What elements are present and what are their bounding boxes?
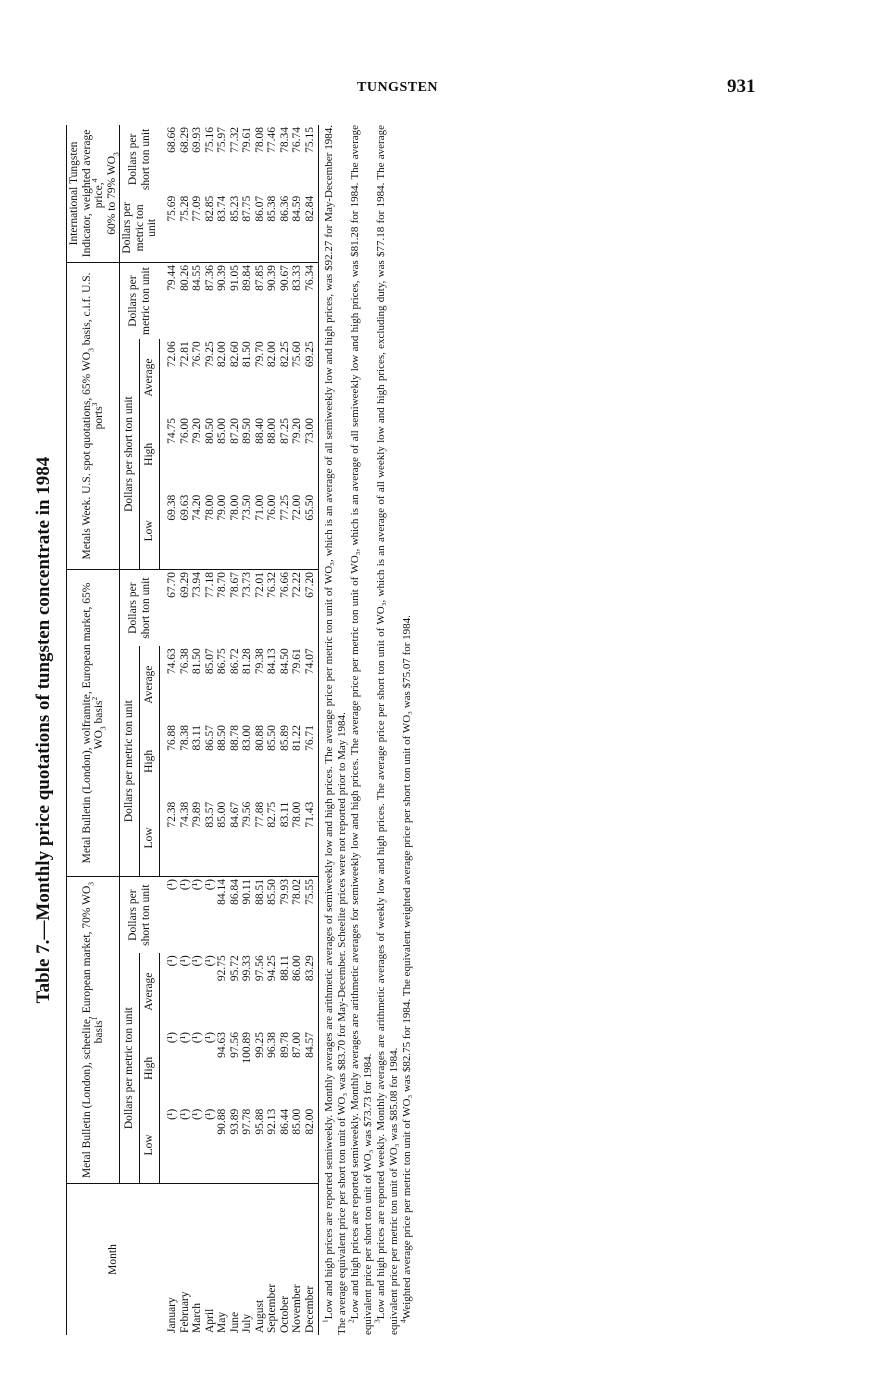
footnote-1: $^1$Low and high prices are reported semiweekly. Monthly averages are arithmetic averages of semiweekly low and high prices. The average price per metric ton unit of WO₃, which is an average of all semiweekly low and high prices, was $92.27 for May-December 1984. The average equivalent price per short ton unit of WO₃ was $83.70 for May-December. Scheelite prices were not reported prior to May 1984. <box>320 125 348 1335</box>
value-cell: 69.63 <box>179 493 192 570</box>
value-cell: 76.70 <box>191 341 203 368</box>
value-cell: 77.88 <box>254 800 267 877</box>
value-cell: 72.01 <box>253 571 266 598</box>
table-row <box>204 125 217 1335</box>
month-cell: April <box>203 1308 216 1333</box>
value-cell: (¹) <box>203 879 216 891</box>
value-cell: 84.13 <box>266 648 278 675</box>
value-cell: 84.57 <box>304 1030 319 1107</box>
value-cell: 85.00 <box>291 1107 304 1184</box>
value-cell: 95.88 <box>254 1107 267 1184</box>
value-cell: 77.32 <box>228 127 241 153</box>
value-cell: 72.06 <box>166 341 178 368</box>
value-cell: 89.84 <box>241 264 253 291</box>
value-cell: 69.25 <box>304 339 319 416</box>
subheader-dollars-short: Dollars per short ton unit <box>127 577 152 639</box>
subheader-dollars-short: Dollars per short ton unit <box>127 884 152 946</box>
value-cell: 85.00 <box>216 800 229 877</box>
value-cell: 74.20 <box>191 493 204 570</box>
value-cell: 75.16 <box>203 127 216 153</box>
value-cell: 86.72 <box>228 648 241 675</box>
table-row <box>304 125 319 1335</box>
value-cell: 79.61 <box>291 648 303 675</box>
group-header-scheelite: Metal Bulletin (London), scheelite, European market, 70% $WO_3$ basis$^1$ <box>67 877 120 1184</box>
value-cell: 85.00 <box>216 417 228 444</box>
month-cell: December <box>304 1184 319 1335</box>
value-cell: 78.00 <box>229 493 242 570</box>
value-cell: (¹) <box>179 1107 192 1184</box>
value-cell: 87.00 <box>291 1032 303 1058</box>
group-header-itia: International Tungsten Indicator, weighted average price,$^4$ 60% to 79% $WO_3$ <box>67 125 120 262</box>
value-cell: 88.00 <box>266 417 278 444</box>
footnote-3: $^3$Low and high prices are reported weekly. Monthly averages are arithmetic averages of weekly low and high prices. The average price per short ton unit of WO₃, which is an average of all weekly low and high prices, excluding duty, was $77.18 for 1984. The average equivalent price per metric ton unit of WO₃ was $85.08 for 1984. <box>372 125 400 1335</box>
value-cell: 89.78 <box>278 1032 291 1058</box>
table-body <box>160 125 319 1335</box>
value-cell: 78.00 <box>204 493 217 570</box>
value-cell: 85.23 <box>229 194 242 263</box>
value-cell: 90.39 <box>216 264 228 291</box>
month-cell: January <box>165 1297 178 1333</box>
value-cell: 69.93 <box>191 127 203 153</box>
value-cell: 89.50 <box>241 417 253 444</box>
value-cell: 93.89 <box>229 1107 242 1184</box>
value-cell: 95.72 <box>228 955 241 982</box>
value-cell: 83.11 <box>191 725 203 751</box>
rotated-table-region <box>30 125 860 1335</box>
value-cell: 87.36 <box>203 264 216 291</box>
value-cell: (¹) <box>203 1032 216 1044</box>
value-cell: (¹) <box>166 955 178 967</box>
month-cell: May <box>216 1311 228 1333</box>
value-cell: 76.34 <box>304 262 319 339</box>
value-cell: (¹) <box>165 879 178 891</box>
value-cell: 72.38 <box>160 800 179 877</box>
month-cell: June <box>228 1311 241 1333</box>
value-cell: 83.29 <box>304 953 319 1030</box>
value-cell: 82.00 <box>216 341 228 368</box>
value-cell: 78.38 <box>178 725 191 751</box>
value-cell: 75.15 <box>304 125 319 194</box>
value-cell: 76.74 <box>291 127 303 153</box>
value-cell: 76.00 <box>178 417 191 444</box>
value-cell: 68.29 <box>178 127 191 153</box>
value-cell: 85.38 <box>266 194 279 263</box>
value-cell: 82.25 <box>278 341 291 368</box>
value-cell: 97.78 <box>241 1107 254 1184</box>
value-cell: 71.00 <box>254 493 267 570</box>
value-cell: 83.00 <box>241 725 253 751</box>
value-cell: 74.63 <box>166 648 178 675</box>
value-cell: 76.38 <box>178 648 191 675</box>
month-cell: September <box>266 1283 278 1333</box>
value-cell: 85.50 <box>266 725 278 751</box>
value-cell: 77.25 <box>279 493 292 570</box>
value-cell: (¹) <box>178 1032 191 1044</box>
value-cell: 79.00 <box>216 493 229 570</box>
value-cell: 97.56 <box>253 955 266 982</box>
table-row <box>241 125 254 1335</box>
table-row <box>291 125 304 1335</box>
value-cell: 76.32 <box>266 571 278 598</box>
value-cell: 80.50 <box>203 417 216 444</box>
value-cell: 100.89 <box>241 1032 253 1064</box>
value-cell: 80.88 <box>253 725 266 751</box>
value-cell: 94.25 <box>266 955 278 982</box>
col-high: High <box>140 416 160 493</box>
value-cell: 86.07 <box>254 194 267 263</box>
value-cell: 81.28 <box>241 648 253 675</box>
value-cell: 78.02 <box>291 879 303 905</box>
col-high: High <box>140 723 160 800</box>
table-row <box>254 125 267 1335</box>
value-cell: 68.66 <box>165 127 178 153</box>
value-cell: 84.55 <box>191 264 203 291</box>
value-cell: 69.38 <box>160 493 179 570</box>
value-cell: 96.38 <box>266 1032 278 1058</box>
value-cell: 90.67 <box>278 264 291 291</box>
page-number: 931 <box>727 76 756 97</box>
value-cell: 85.07 <box>203 648 216 675</box>
value-cell: 74.75 <box>166 417 178 444</box>
month-cell: July <box>241 1313 253 1333</box>
value-cell: 67.20 <box>304 569 319 646</box>
col-average: Average <box>140 646 160 723</box>
value-cell: 94.63 <box>216 1032 228 1058</box>
value-cell: 86.84 <box>228 879 241 905</box>
value-cell: 86.44 <box>279 1107 292 1184</box>
table-row <box>216 125 229 1335</box>
col-low: Low <box>140 1107 160 1184</box>
value-cell: 77.46 <box>266 127 278 153</box>
value-cell: 84.67 <box>229 800 242 877</box>
value-cell: (¹) <box>166 1032 178 1044</box>
value-cell: 72.22 <box>291 571 303 598</box>
value-cell: (¹) <box>178 955 191 967</box>
value-cell: 87.85 <box>253 264 266 291</box>
value-cell: 75.97 <box>216 127 228 153</box>
value-cell: 71.43 <box>304 800 319 877</box>
value-cell: (¹) <box>178 879 191 891</box>
month-cell: March <box>191 1302 203 1333</box>
value-cell: 77.09 <box>191 194 204 263</box>
table-title: Table 7.—Monthly price quotations of tungsten concentrate in 1984 <box>33 456 54 1004</box>
value-cell: 88.51 <box>253 879 266 905</box>
value-cell: 82.84 <box>304 194 319 263</box>
value-cell: 79.44 <box>165 264 178 291</box>
footnote-2: $^2$Low and high prices are reported semiweekly. Monthly averages are arithmetic averages for semiweekly low and high prices. The average price per metric ton unit of WO₃, which is an average of all semiweekly low and high prices, was $81.28 for 1984. The average equivalent price per short ton unit of WO₃ was $73.73 for 1984. <box>346 125 374 1335</box>
value-cell: 87.25 <box>278 417 291 444</box>
value-cell: 78.08 <box>253 127 266 153</box>
value-cell: 83.74 <box>216 194 229 263</box>
value-cell: 88.11 <box>278 955 291 981</box>
value-cell: 79.70 <box>253 341 266 368</box>
value-cell: 85.50 <box>266 879 278 905</box>
value-cell: 82.00 <box>304 1107 319 1184</box>
value-cell: 77.18 <box>203 571 216 598</box>
value-cell: 79.61 <box>241 127 253 153</box>
month-cell: October <box>278 1295 291 1333</box>
value-cell: (¹) <box>191 1032 203 1044</box>
value-cell: 82.00 <box>266 341 278 368</box>
value-cell: 79.93 <box>278 879 291 905</box>
col-high: High <box>140 1030 160 1107</box>
value-cell: 87.20 <box>228 417 241 444</box>
value-cell: 84.14 <box>216 879 228 905</box>
value-cell: 92.75 <box>216 955 228 982</box>
value-cell: 75.55 <box>304 877 319 954</box>
group-header-wolframite: Metal Bulletin (London), wolframite, European market, 65% $WO_3$ basis$^2$ <box>67 569 120 876</box>
value-cell: 73.50 <box>241 493 254 570</box>
table-row <box>266 125 279 1335</box>
month-header: Month <box>67 1184 160 1335</box>
table-row <box>160 125 179 1335</box>
value-cell: 65.50 <box>304 493 319 570</box>
value-cell: 88.40 <box>253 417 266 444</box>
value-cell: 78.00 <box>291 800 304 877</box>
value-cell: 79.25 <box>203 341 216 368</box>
subheader-dollars-short: Dollars per short ton unit <box>120 339 140 569</box>
group-header-metals-week: Metals Week. U.S. spot quotations, 65% $WO_3$ basis, c.i.f. U.S. ports$^3$ <box>67 262 120 569</box>
value-cell: 75.28 <box>179 194 192 263</box>
value-cell: 72.00 <box>291 493 304 570</box>
table-row <box>229 125 242 1335</box>
value-cell: 81.50 <box>241 341 253 368</box>
value-cell: (¹) <box>191 1107 204 1184</box>
value-cell: 90.88 <box>216 1107 229 1184</box>
running-head: TUNGSTEN <box>357 80 439 95</box>
value-cell: 84.50 <box>278 648 291 675</box>
value-cell: 83.57 <box>204 800 217 877</box>
value-cell: 73.00 <box>304 416 319 493</box>
subheader-dollars-metric: Dollars per metric ton unit <box>127 267 152 335</box>
value-cell: 78.67 <box>228 571 241 598</box>
month-cell: November <box>291 1284 303 1333</box>
subheader-dollars-short: Dollars per short ton unit <box>127 128 152 191</box>
value-cell: 76.88 <box>166 725 178 751</box>
value-cell: 79.20 <box>291 417 303 444</box>
value-cell: 69.29 <box>178 571 191 598</box>
value-cell: 75.69 <box>160 194 179 263</box>
value-cell: 79.89 <box>191 800 204 877</box>
value-cell: 87.75 <box>241 194 254 263</box>
value-cell: 74.07 <box>304 646 319 723</box>
value-cell: 73.94 <box>191 571 203 598</box>
value-cell: 86.00 <box>291 955 303 982</box>
value-cell: 81.22 <box>291 725 303 751</box>
value-cell: 74.38 <box>179 800 192 877</box>
value-cell: (¹) <box>191 879 203 891</box>
table-row <box>279 125 292 1335</box>
value-cell: 99.25 <box>253 1032 266 1058</box>
value-cell: 97.56 <box>228 1032 241 1058</box>
value-cell: 67.70 <box>165 571 178 598</box>
value-cell: 91.05 <box>228 264 241 291</box>
value-cell: 76.71 <box>304 723 319 800</box>
value-cell: 82.60 <box>228 341 241 368</box>
col-average: Average <box>140 339 160 416</box>
value-cell: 92.13 <box>266 1107 279 1184</box>
value-cell: 83.11 <box>279 800 292 877</box>
value-cell: 78.70 <box>216 571 228 598</box>
value-cell: 82.75 <box>266 800 279 877</box>
value-cell: 88.50 <box>216 725 228 751</box>
value-cell: 84.59 <box>291 194 304 263</box>
table-row <box>191 125 204 1335</box>
footnotes <box>320 125 414 1335</box>
value-cell: (¹) <box>204 1107 217 1184</box>
value-cell: 73.73 <box>241 571 253 598</box>
price-table <box>66 125 319 1335</box>
value-cell: 82.85 <box>204 194 217 263</box>
value-cell: (¹) <box>203 955 216 967</box>
subheader-dollars-metric: Dollars per metric ton unit <box>120 953 140 1183</box>
value-cell: 90.11 <box>241 879 253 905</box>
value-cell: 81.50 <box>191 648 203 675</box>
value-cell: 80.26 <box>178 264 191 291</box>
value-cell: 86.75 <box>216 648 228 675</box>
month-cell: August <box>253 1299 266 1333</box>
subheader-dollars-metric: Dollars per metric ton unit <box>120 194 160 263</box>
value-cell: 79.38 <box>253 648 266 675</box>
value-cell: 90.39 <box>266 264 278 291</box>
value-cell: (¹) <box>160 1107 179 1184</box>
col-low: Low <box>140 493 160 570</box>
value-cell: 86.36 <box>279 194 292 263</box>
month-cell: February <box>178 1291 191 1333</box>
table-row <box>179 125 192 1335</box>
value-cell: 78.34 <box>278 127 291 153</box>
value-cell: 79.56 <box>241 800 254 877</box>
subheader-dollars-metric: Dollars per metric ton unit <box>120 646 140 876</box>
footnote-4: $^4$Weighted average price per metric ton unit of WO₃ was $82.75 for 1984. The equivalent weighted average price per short ton unit of WO₃ was $75.07 for 1984. <box>398 615 413 1323</box>
value-cell: 79.20 <box>191 417 203 444</box>
value-cell: 99.33 <box>241 955 253 982</box>
value-cell: 88.78 <box>228 725 241 751</box>
value-cell: 75.60 <box>291 341 303 368</box>
value-cell: 76.66 <box>278 571 291 598</box>
value-cell: 76.00 <box>266 493 279 570</box>
value-cell: 85.89 <box>278 725 291 751</box>
value-cell: 83.33 <box>291 264 303 291</box>
value-cell: 86.57 <box>203 725 216 751</box>
value-cell: 72.81 <box>178 341 191 368</box>
col-low: Low <box>140 800 160 877</box>
value-cell: (¹) <box>191 955 203 967</box>
col-average: Average <box>140 953 160 1030</box>
